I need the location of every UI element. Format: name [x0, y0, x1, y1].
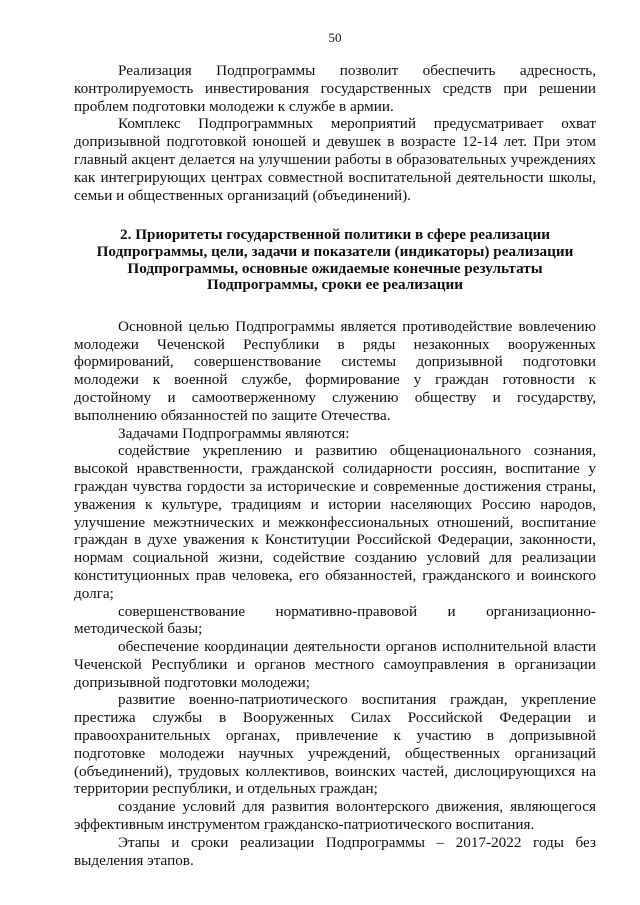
page-number: 50	[328, 30, 342, 45]
paragraph-task-consciousness: содействие укреплению и развитию общенационального сознания, высокой нравственности, гражданской солидарности россиян, воспитание у граждан чувства гордости за исторические и современные достижения страны, уважения к культуре, традициям и истории населяющих Россию народов, улучшение межэтнических и межконфессиональных отношений, воспитание граждан в духе уважения к Конституции Российской Федерации, законности, нормам социальной жизни, содействие созданию условий для реализации конституционных прав человека, его обязанностей, гражданского и воинского долга;	[74, 442, 596, 602]
paragraph-activities-scope: Комплекс Подпрограммных мероприятий предусматривает охват допризывной подготовкой юношей и девушек в возрасте 12-14 лет. При этом главный акцент делается на улучшении работы в образовательных учреждениях как интегрирующих центрах совместной воспитательной деятельности школы, семьи и общественных организаций (объединений).	[74, 115, 596, 204]
paragraph-main-goal: Основной целью Подпрограммы является противодействие вовлечению молодежи Чеченской Республики в ряды незаконных вооруженных формирований, совершенствование системы допризывной подготовки молодежи к военной службе, формирование у граждан готовности к достойному и самоотверженному служению обществу и государству, выполнению обязанностей по защите Отечества.	[74, 317, 596, 424]
section-heading: 2. Приоритеты государственной политики в сфере реализации Подпрограммы, цели, задачи и показатели (индикаторы) реализации Подпрограммы, основные ожидаемые конечные результаты Подпрограммы, сроки ее реализации	[96, 226, 574, 294]
paragraph-task-legal-base: совершенствование нормативно-правовой и организационно-методической базы;	[74, 602, 596, 638]
paragraph-task-patriotic-education: развитие военно-патриотического воспитания граждан, укрепление престижа службы в Вооруженных Силах Российской Федерации и правоохранительных органах, привлечение к участию в допризывной подготовке молодежи научных учреждений, общественных организаций (объединений), трудовых коллективов, воинских частей, дислоцирующихся на территории республики, и отдельных граждан;	[74, 691, 596, 798]
paragraph-implementation-targeting: Реализация Подпрограммы позволит обеспечить адресность, контролируемость инвестирования государственных средств при решении проблем подготовки молодежи к службе в армии.	[74, 62, 596, 115]
paragraph-stages-timeline: Этапы и сроки реализации Подпрограммы – 2017-2022 годы без выделения этапов.	[74, 833, 596, 869]
paragraph-tasks-intro: Задачами Подпрограммы являются:	[118, 424, 350, 442]
paragraph-task-coordination: обеспечение координации деятельности органов исполнительной власти Чеченской Республики и органов местного самоуправления в организации допризывной подготовки молодежи;	[74, 638, 596, 691]
paragraph-task-volunteering: создание условий для развития волонтерского движения, являющегося эффективным инструментом гражданско-патриотического воспитания.	[74, 798, 596, 834]
